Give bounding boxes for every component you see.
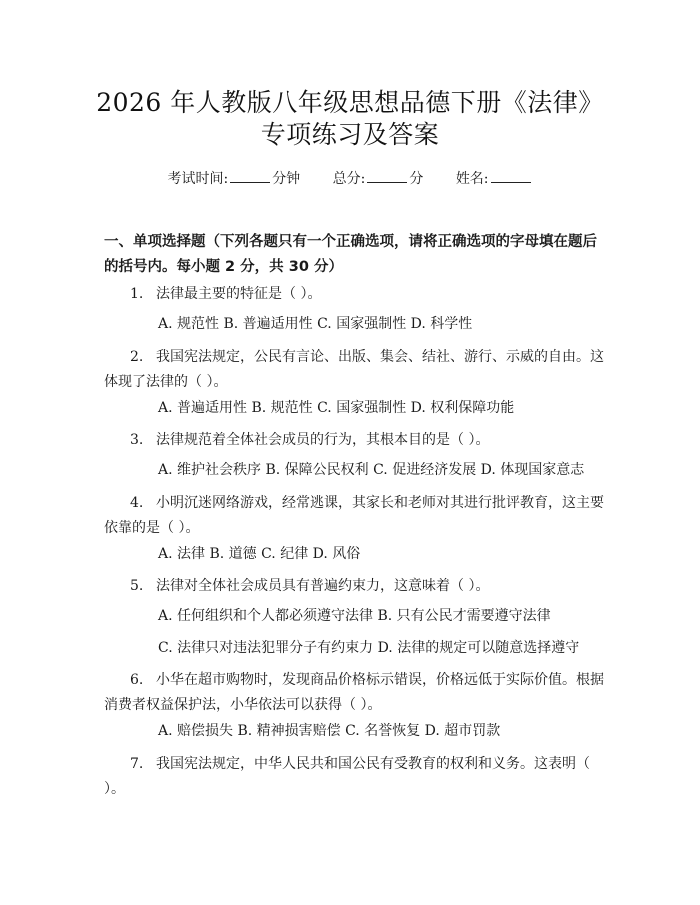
exam-meta-row xyxy=(0,168,700,189)
question-2-options: A. 普遍适用性 B. 规范性 C. 国家强制性 D. 权利保障功能 xyxy=(158,400,515,416)
question-4 xyxy=(104,491,604,541)
exam-time-field xyxy=(167,168,300,189)
question-text: 小华在超市购物时，发现商品价格标示错误，价格远低于实际价值。根据消费者权益保护法，小华依法可以获得（ ）。 xyxy=(104,672,604,713)
question-text: 法律规范着全体社会成员的行为，其根本目的是（ ）。 xyxy=(156,432,490,448)
question-number: 6. xyxy=(130,672,144,688)
section-heading: 一、单项选择题（下列各题只有一个正确选项，请将正确选项的字母填在题后的括号内。每小题 2 分，共 30 分） xyxy=(104,234,597,275)
document-title-line-1: 2026 年人教版八年级思想品德下册《法律》 xyxy=(96,88,604,117)
total-score-unit: 分 xyxy=(409,171,424,187)
question-7 xyxy=(104,752,604,802)
question-3-options: A. 维护社会秩序 B. 保障公民权利 C. 促进经济发展 D. 体现国家意志 xyxy=(158,462,585,478)
question-number: 4. xyxy=(130,495,144,511)
question-text: 小明沉迷网络游戏，经常逃课，其家长和老师对其进行批评教育，这主要依靠的是（ ）。 xyxy=(104,495,604,536)
exam-time-label: 考试时间: xyxy=(167,171,229,187)
question-4-options: A. 法律 B. 道德 C. 纪律 D. 风俗 xyxy=(158,546,361,562)
question-number: 3. xyxy=(130,432,144,448)
question-number: 1. xyxy=(130,286,144,302)
question-5-options-row-2: C. 法律只对违法犯罪分子有约束力 D. 法律的规定可以随意选择遵守 xyxy=(158,640,580,656)
question-number: 5. xyxy=(130,578,144,594)
question-text: 法律最主要的特征是（ ）。 xyxy=(156,286,322,302)
question-1-options: A. 规范性 B. 普遍适用性 C. 国家强制性 D. 科学性 xyxy=(158,316,473,332)
student-name-field xyxy=(456,168,533,189)
document-title-line-2: 专项练习及答案 xyxy=(260,120,440,149)
question-text: 法律对全体社会成员具有普遍约束力，这意味着（ ）。 xyxy=(156,578,490,594)
student-name-label: 姓名: xyxy=(455,171,489,187)
total-score-field xyxy=(333,168,424,189)
question-3 xyxy=(104,428,604,453)
exam-time-blank xyxy=(230,168,270,183)
question-5 xyxy=(104,574,604,599)
student-name-blank xyxy=(491,168,531,183)
question-6 xyxy=(104,668,604,718)
question-text: 我国宪法规定，公民有言论、出版、集会、结社、游行、示威的自由。这体现了法律的（ ）。 xyxy=(104,349,604,390)
total-score-label: 总分: xyxy=(332,171,366,187)
question-1 xyxy=(104,282,604,307)
exam-time-unit: 分钟 xyxy=(272,171,301,187)
total-score-blank xyxy=(367,168,407,183)
question-number: 2. xyxy=(130,349,144,365)
question-5-options-row-1: A. 任何组织和个人都必须遵守法律 B. 只有公民才需要遵守法律 xyxy=(158,608,551,624)
question-6-options: A. 赔偿损失 B. 精神损害赔偿 C. 名誉恢复 D. 超市罚款 xyxy=(158,723,501,739)
question-2 xyxy=(104,345,604,395)
question-number: 7. xyxy=(130,756,144,772)
question-text: 我国宪法规定，中华人民共和国公民有受教育的权利和义务。这表明（ ）。 xyxy=(104,756,590,797)
